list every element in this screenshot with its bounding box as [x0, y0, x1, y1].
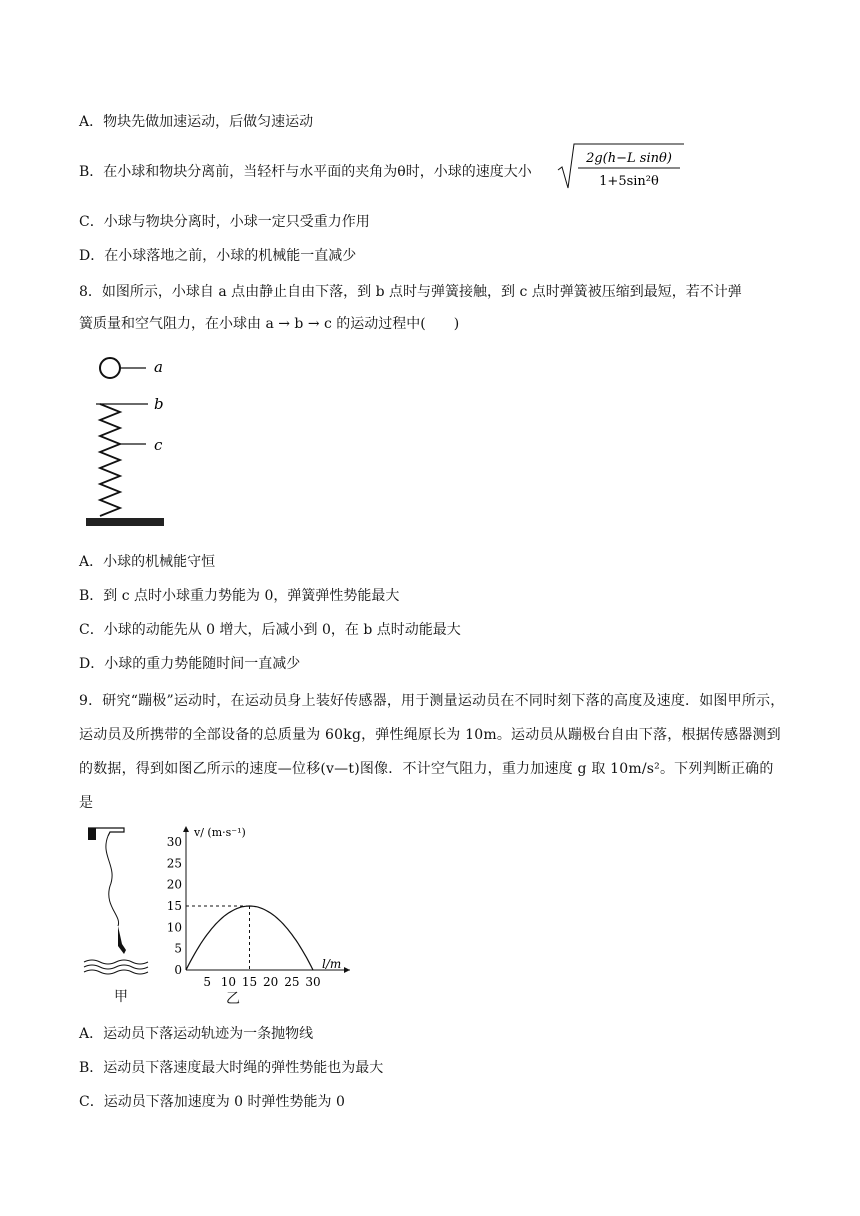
q9-figure-jia [80, 826, 160, 1010]
q9-option-a: A．运动员下落运动轨迹为一条抛物线 [79, 1026, 314, 1042]
fig-label-c: c [154, 436, 163, 454]
q7-option-b-formula [556, 140, 686, 194]
x-axis-arrow [344, 967, 350, 973]
y-tick-label: 0 [174, 963, 182, 977]
q7-option-b: B．在小球和物块分离前，当轻杆与水平面的夹角为θ时，小球的速度大小 [79, 164, 532, 180]
q8-option-d: D．小球的重力势能随时间一直减少 [79, 656, 301, 672]
q8-stem-line2: 簧质量和空气阻力，在小球由 a → b → c 的运动过程中( ) [79, 316, 460, 332]
q8-option-c: C．小球的动能先从 0 增大，后减小到 0，在 b 点时动能最大 [79, 622, 461, 638]
q9-figure-yi [160, 822, 360, 1007]
x-tick-label: 30 [305, 975, 321, 989]
fig-jia-label: 甲 [114, 989, 128, 1005]
formula-numerator: 2g(h−L sinθ) [586, 151, 672, 166]
q8-option-b: B．到 c 点时小球重力势能为 0，弹簧弹性势能最大 [79, 588, 400, 604]
q8-stem-line1: 8．如图所示，小球自 a 点由静止自由下落，到 b 点时与弹簧接触，到 c 点时弹簧被压缩到最短，若不计弹 [79, 284, 742, 300]
fig-label-a: a [154, 358, 163, 376]
y-tick-label: 10 [166, 920, 182, 935]
x-tick-label: 10 [220, 975, 236, 989]
y-axis-label: v/ (m·s⁻¹) [194, 826, 246, 839]
x-axis-label: l/m [322, 957, 342, 971]
x-tick-label: 15 [241, 975, 258, 989]
q7-option-a: A．物块先做加速运动，后做匀速运动 [79, 114, 314, 130]
q7-option-c: C．小球与物块分离时，小球一定只受重力作用 [79, 214, 370, 230]
formula-denominator: 1+5sin²θ [599, 174, 659, 189]
q9-option-c: C．运动员下落加速度为 0 时弹性势能为 0 [79, 1094, 345, 1110]
q9-stem: 9．研究“蹦极”运动时，在运动员身上装好传感器，用于测量运动员在不同时刻下落的高度及速度．如图甲所示，运动员及所携带的全部设备的总质量为 60kg，弹性绳原长为 10m。运动员从蹦极台自由下落，根据传感器测到的数据，得到如图乙所示的速度—位移(v—t)图像．不计空气阻力，重力加速度 g 取 10m/s²。下列判断正确的是 [79, 693, 785, 811]
x-tick-label: 5 [203, 975, 211, 989]
x-tick-label: 20 [263, 975, 279, 989]
q8-option-a: A．小球的机械能守恒 [79, 554, 216, 570]
y-tick-label: 20 [166, 877, 182, 892]
v-l-chart [160, 822, 360, 992]
y-axis-arrow [183, 826, 189, 832]
fig-label-b: b [154, 395, 164, 413]
q9-option-b: B．运动员下落速度最大时绳的弹性势能也为最大 [79, 1060, 384, 1076]
x-tick-label: 25 [284, 975, 300, 989]
y-tick-label: 5 [174, 941, 182, 956]
y-tick-label: 25 [166, 856, 182, 871]
y-tick-label: 15 [166, 899, 182, 913]
y-tick-label: 30 [166, 835, 182, 849]
q8-spring-figure [86, 352, 186, 536]
fig-yi-label: 乙 [226, 991, 240, 1007]
q7-option-d: D．在小球落地之前，小球的机械能一直减少 [79, 248, 357, 264]
